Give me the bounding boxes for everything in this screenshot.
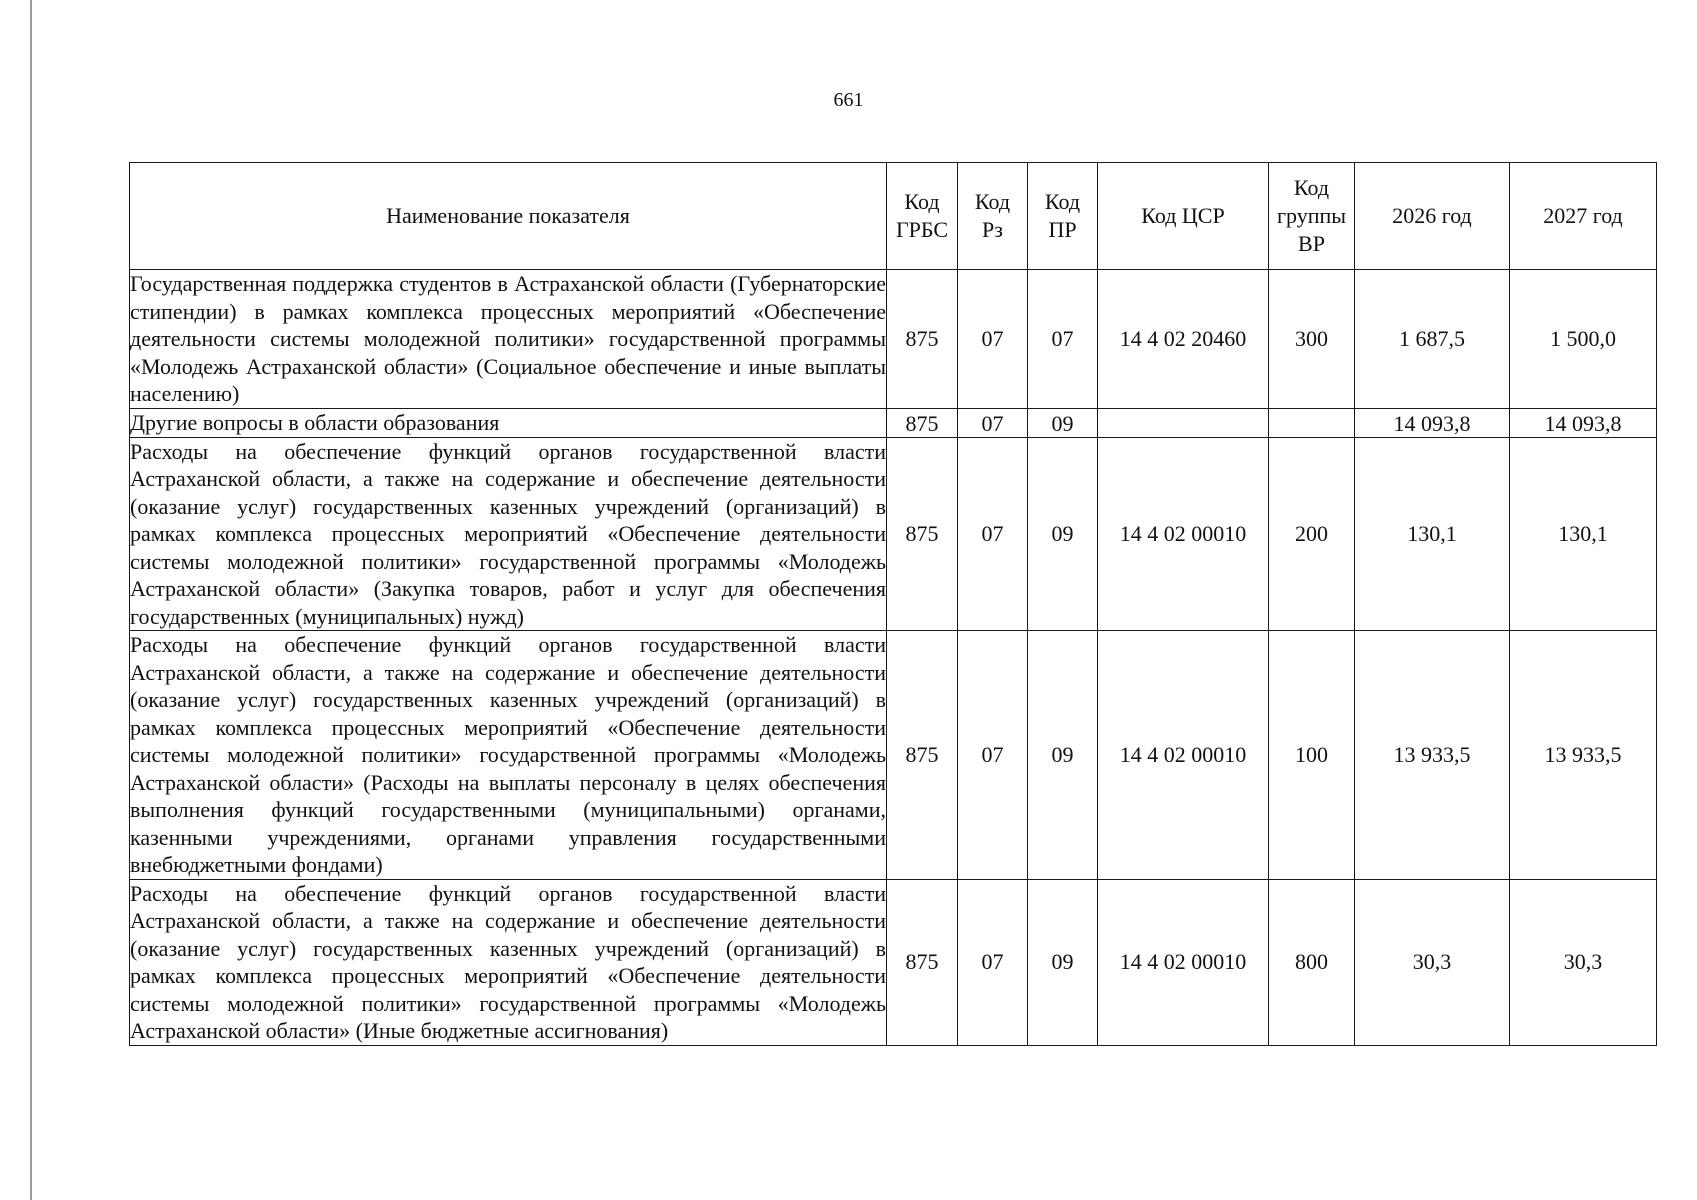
row-2027: 1 500,0 [1510, 270, 1657, 409]
table-row [130, 631, 1657, 880]
header-vr: Код группы ВР [1269, 163, 1355, 270]
row-vr: 200 [1269, 437, 1355, 631]
row-grbs: 875 [887, 879, 958, 1045]
row-2026: 13 933,5 [1355, 631, 1510, 880]
header-csr: Код ЦСР [1098, 163, 1269, 270]
row-vr [1269, 408, 1355, 437]
header-2027: 2027 год [1510, 163, 1657, 270]
row-vr: 300 [1269, 270, 1355, 409]
row-grbs: 875 [887, 408, 958, 437]
row-csr [1098, 408, 1269, 437]
row-rz: 07 [958, 631, 1028, 880]
table-row [130, 408, 1657, 437]
header-rz: Код Рз [958, 163, 1028, 270]
row-2027: 130,1 [1510, 437, 1657, 631]
row-name: Расходы на обеспечение функций органов государственной власти Астраханской области, а также на содержание и обеспечение деятельности (оказание услуг) государственных казенных учреждений (организаций) в рамках комплекса процессных мероприятий «Обеспечение деятельности системы молодежной политики» государственной программы «Молодежь Астраханской области» (Расходы на выплаты персоналу в целях обеспечения выполнения функций государственными (муниципальными) органами, казенными учреждениями, органами управления государственными внебюджетными фондами) [130, 632, 886, 877]
table-row [130, 270, 1657, 409]
row-csr: 14 4 02 20460 [1098, 270, 1269, 409]
row-csr: 14 4 02 00010 [1098, 631, 1269, 880]
row-pr: 09 [1028, 879, 1098, 1045]
table-row [130, 879, 1657, 1045]
header-pr: Код ПР [1028, 163, 1098, 270]
table-row [130, 437, 1657, 631]
row-2026: 130,1 [1355, 437, 1510, 631]
row-csr: 14 4 02 00010 [1098, 437, 1269, 631]
budget-table [129, 162, 1657, 1046]
row-2026: 30,3 [1355, 879, 1510, 1045]
row-name: Расходы на обеспечение функций органов государственной власти Астраханской области, а также на содержание и обеспечение деятельности (оказание услуг) государственных казенных учреждений (организаций) в рамках комплекса процессных мероприятий «Обеспечение деятельности системы молодежной политики» государственной программы «Молодежь Астраханской области» (Иные бюджетные ассигнования) [130, 880, 886, 1043]
row-name: Государственная поддержка студентов в Астраханской области (Губернаторские стипендии) в рамках комплекса процессных мероприятий «Обеспечение деятельности системы молодежной политики» государственной программы «Молодежь Астраханской области» (Социальное обеспечение и иные выплаты населению) [130, 271, 886, 406]
row-2027: 13 933,5 [1510, 631, 1657, 880]
row-grbs: 875 [887, 437, 958, 631]
row-2027: 30,3 [1510, 879, 1657, 1045]
row-rz: 07 [958, 270, 1028, 409]
row-pr: 09 [1028, 631, 1098, 880]
row-csr: 14 4 02 00010 [1098, 879, 1269, 1045]
row-name: Другие вопросы в области образования [130, 408, 887, 437]
table-header-row [130, 163, 1657, 270]
row-2026: 1 687,5 [1355, 270, 1510, 409]
row-name: Расходы на обеспечение функций органов государственной власти Астраханской области, а также на содержание и обеспечение деятельности (оказание услуг) государственных казенных учреждений (организаций) в рамках комплекса процессных мероприятий «Обеспечение деятельности системы молодежной политики» государственной программы «Молодежь Астраханской области» (Закупка товаров, работ и услуг для обеспечения государственных (муниципальных) нужд) [130, 438, 886, 629]
header-grbs: Код ГРБС [887, 163, 958, 270]
scan-edge-line [30, 0, 32, 1200]
row-pr: 07 [1028, 270, 1098, 409]
row-vr: 800 [1269, 879, 1355, 1045]
row-rz: 07 [958, 437, 1028, 631]
row-pr: 09 [1028, 408, 1098, 437]
header-2026: 2026 год [1355, 163, 1510, 270]
row-pr: 09 [1028, 437, 1098, 631]
row-2027: 14 093,8 [1510, 408, 1657, 437]
row-grbs: 875 [887, 631, 958, 880]
row-rz: 07 [958, 408, 1028, 437]
row-rz: 07 [958, 879, 1028, 1045]
row-vr: 100 [1269, 631, 1355, 880]
row-2026: 14 093,8 [1355, 408, 1510, 437]
row-grbs: 875 [887, 270, 958, 409]
header-name: Наименование показателя [130, 163, 887, 270]
page-number: 661 [833, 89, 864, 111]
